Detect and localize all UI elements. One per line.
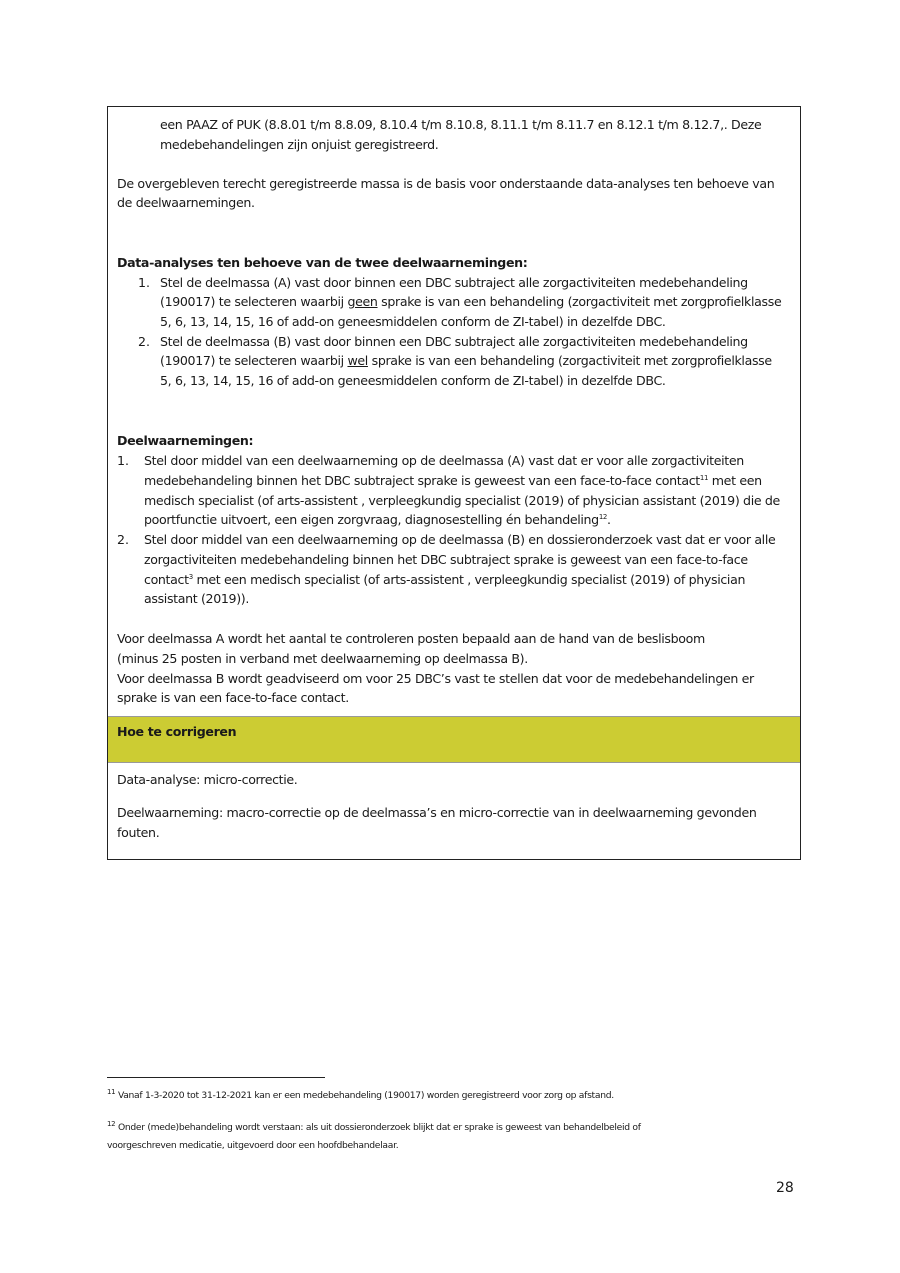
footnote-text: Vanaf 1-3-2020 tot 31-12-2021 kan er een medebehandeling (190017) worden geregistreerd voor zorg op afstand. bbox=[117, 1090, 614, 1101]
list-number: 1. bbox=[138, 275, 151, 290]
analysis-a-line-3: 5, 6, 13, 14, 15, 16 of add-on geneesmiddelen conform de ZI-tabel) in dezelfde DBC. bbox=[160, 314, 666, 329]
correction-line-2: Deelwaarneming: macro-correctie op de deelmassa’s en micro-correctie van in deelwaarneming gevonden bbox=[117, 805, 757, 820]
footnote-marker: 11 bbox=[107, 1087, 116, 1096]
intro-line-2: medebehandelingen zijn onjuist geregistreerd. bbox=[160, 137, 439, 152]
text: (190017) te selecteren waarbij bbox=[160, 353, 348, 368]
correction-line-3: fouten. bbox=[117, 825, 160, 840]
observation-b-line-3 bbox=[144, 570, 745, 590]
analysis-b-line-3: 5, 6, 13, 14, 15, 16 of add-on geneesmiddelen conform de ZI-tabel) in dezelfde DBC. bbox=[160, 373, 666, 388]
observation-a-line-4 bbox=[144, 510, 611, 530]
analysis-a-line-2 bbox=[160, 292, 781, 312]
text: contact bbox=[144, 572, 189, 587]
text: met een bbox=[708, 473, 762, 488]
data-analyses-heading: Data-analyses ten behoeve van de twee deelwaarnemingen: bbox=[117, 255, 528, 270]
footnote-12-line-2: voorgeschreven medicatie, uitgevoerd door een hoofdbehandelaar. bbox=[107, 1140, 399, 1151]
deelwaarnemingen-heading: Deelwaarnemingen: bbox=[117, 433, 254, 448]
observation-b-line-2: zorgactiviteiten medebehandeling binnen het DBC subtraject sprake is geweest van een face-to-face bbox=[144, 552, 748, 567]
underlined-wel: wel bbox=[347, 353, 368, 368]
page-number: 28 bbox=[776, 1180, 794, 1196]
closing-line-3: Voor deelmassa B wordt geadviseerd om voor 25 DBC’s vast te stellen dat voor de medebehandelingen er bbox=[117, 671, 754, 686]
footnote-separator bbox=[107, 1077, 325, 1078]
text: medebehandeling binnen het DBC subtraject sprake is geweest van een face-to-face contact bbox=[144, 473, 700, 488]
list-number: 1. bbox=[117, 453, 130, 468]
closing-line-2: (minus 25 posten in verband met deelwaarneming op deelmassa B). bbox=[117, 651, 528, 666]
observation-a-line-2 bbox=[144, 471, 762, 491]
footnote-ref[interactable]: 12 bbox=[598, 512, 608, 521]
text: met een medisch specialist (of arts-assistent , verpleegkundig specialist (2019) of physician bbox=[192, 572, 746, 587]
content-table bbox=[107, 106, 801, 860]
correction-line-1: Data-analyse: micro-correctie. bbox=[117, 772, 298, 787]
text: . bbox=[607, 512, 611, 527]
closing-line-4: sprake is van een face-to-face contact. bbox=[117, 690, 349, 705]
footnote-ref[interactable]: 3 bbox=[188, 572, 193, 581]
list-number: 2. bbox=[138, 334, 151, 349]
observation-b-line-1: Stel door middel van een deelwaarneming op de deelmassa (B) en dossieronderzoek vast dat er voor alle bbox=[144, 532, 776, 547]
remaining-mass-line-1: De overgebleven terecht geregistreerde massa is de basis voor onderstaande data-analyses ten behoeve van bbox=[117, 176, 775, 191]
text: (190017) te selecteren waarbij bbox=[160, 294, 348, 309]
section-header-band bbox=[108, 716, 800, 763]
intro-line-1: een PAAZ of PUK (8.8.01 t/m 8.8.09, 8.10.4 t/m 8.10.8, 8.11.1 t/m 8.11.7 en 8.12.1 t/m 8.12.7,. Deze bbox=[160, 117, 762, 132]
observation-a-line-3: medisch specialist (of arts-assistent , verpleegkundig specialist (2019) of physician assistant (2019) die de bbox=[144, 493, 780, 508]
observation-a-line-1: Stel door middel van een deelwaarneming op de deelmassa (A) vast dat er voor alle zorgactiviteiten bbox=[144, 453, 744, 468]
footnote-ref[interactable]: 11 bbox=[699, 473, 709, 482]
list-number: 2. bbox=[117, 532, 130, 547]
footnote-11 bbox=[107, 1087, 614, 1104]
observation-b-line-4: assistant (2019)). bbox=[144, 591, 249, 606]
footnote-12 bbox=[107, 1119, 641, 1136]
analysis-b-line-1: Stel de deelmassa (B) vast door binnen een DBC subtraject alle zorgactiviteiten medebehandeling bbox=[160, 334, 748, 349]
section-header-title: Hoe te corrigeren bbox=[117, 724, 237, 739]
analysis-a-line-1: Stel de deelmassa (A) vast door binnen een DBC subtraject alle zorgactiviteiten medebehandeling bbox=[160, 275, 748, 290]
text: sprake is van een behandeling (zorgactiviteit met zorgprofielklasse bbox=[377, 294, 782, 309]
analysis-b-line-2 bbox=[160, 351, 772, 371]
remaining-mass-line-2: de deelwaarnemingen. bbox=[117, 195, 255, 210]
footnote-marker: 12 bbox=[107, 1119, 116, 1128]
underlined-geen: geen bbox=[347, 294, 378, 309]
text: sprake is van een behandeling (zorgactiviteit met zorgprofielklasse bbox=[367, 353, 772, 368]
text: poortfunctie uitvoert, een eigen zorgvraag, diagnosestelling én behandeling bbox=[144, 512, 599, 527]
closing-line-1: Voor deelmassa A wordt het aantal te controleren posten bepaald aan de hand van de beslisboom bbox=[117, 631, 705, 646]
footnote-text: Onder (mede)behandeling wordt verstaan: als uit dossieronderzoek blijkt dat er sprake is geweest van behandelbeleid of bbox=[117, 1122, 641, 1133]
